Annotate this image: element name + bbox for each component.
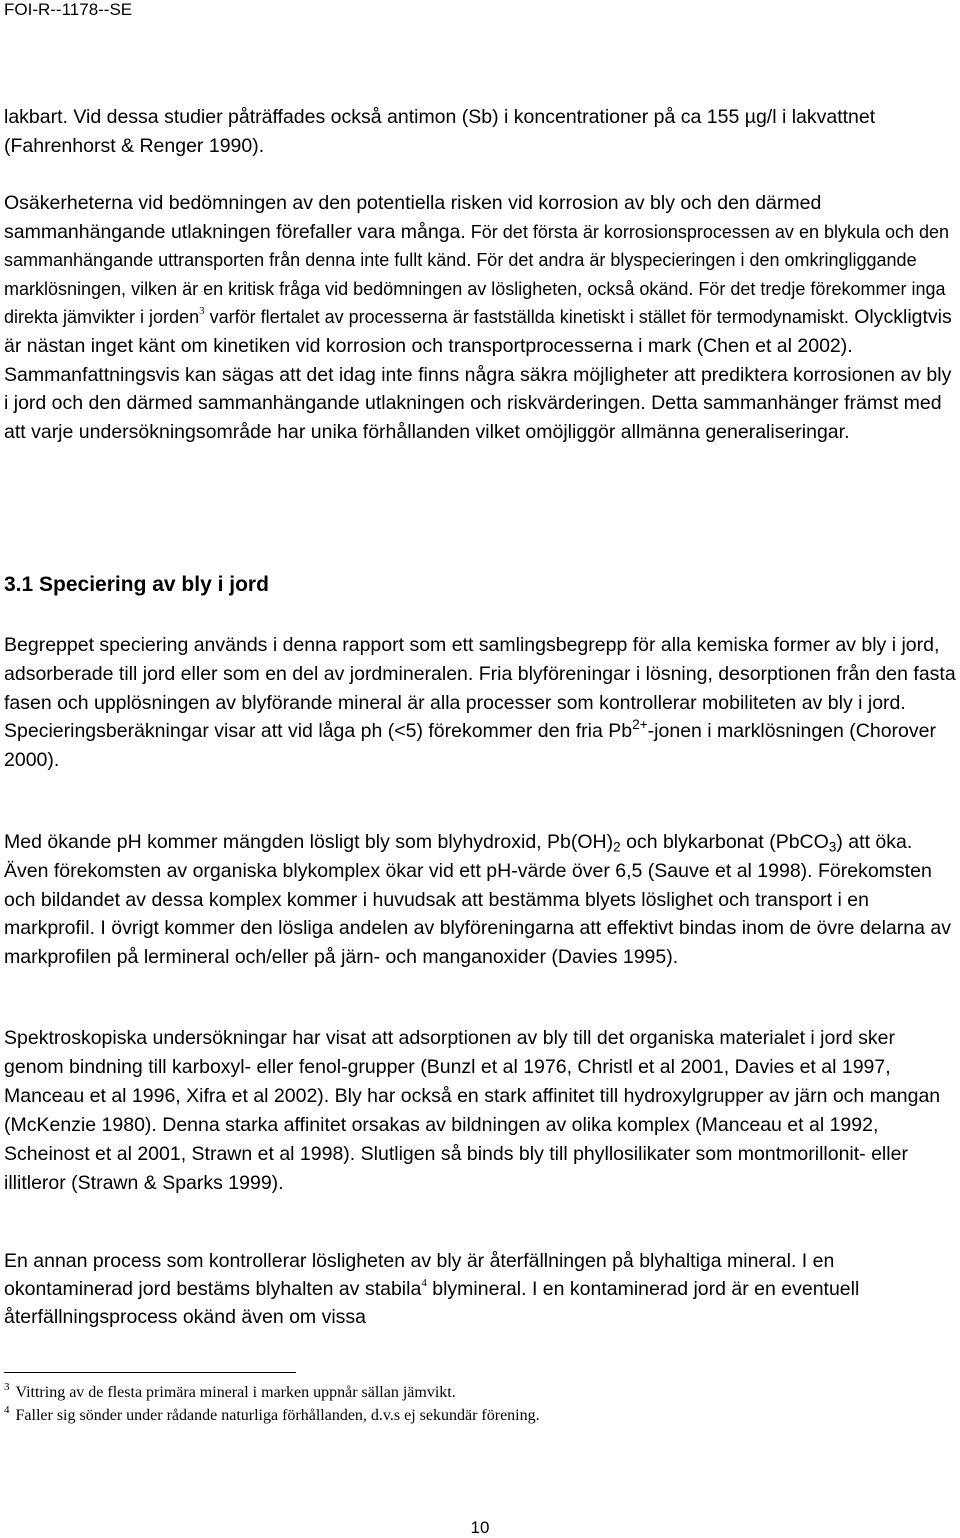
footnote-separator [4,1372,296,1373]
paragraph-uncertainties-body-b: varför flertalet av processerna är fastställda kinetiskt i stället för termodynamiskt. [204,307,849,328]
paragraph-ph-text-c: ) att öka. Även förekomsten av organiska blykomplex ökar vid ett pH-värde över 6,5 (Sauve et al 1998). Förekomsten och bildandet av dessa komplex kommer i huvudsak att bestämma blyets löslighet och transport i en markprofil. I övrigt kommer den lösliga andelen av blyföreningarna att effektivt bindas inom de övre delarna av markprofilen på lermineral och/eller på järn- och manganoxider (Davies 1995). [4,831,951,969]
paragraph-spektroskopi: Spektroskopiska undersökningar har visat att adsorptionen av bly till det organiska materialet i jord sker genom bindning till karboxyl- eller fenol-grupper (Bunzl et al 1976, Christl et al 2001, Davies et al 1997, Manceau et al 1996, Xifra et al 2002). Bly har också en stark affinitet till hydroxylgrupper av järn och mangan (McKenzie 1980). Denna starka affinitet orsakas av bildningen av olika komplex (Manceau et al 1992, Scheinost et al 2001, Strawn et al 1998). Slutligen så binds bly till phyllosilikater som montmorillonit- eller illitleror (Strawn & Sparks 1999). [4,1027,941,1194]
paragraph-ph-text-a: Med ökande pH kommer mängden lösligt bly som blyhydroxid, Pb(OH) [4,831,614,853]
paragraph-aterfallning-text-b: blymineral. I en kontaminerad jord är en eventuell återfällningsprocess okänd även om vissa [4,1278,860,1328]
document-id-header: FOI-R--1178--SE [4,0,133,19]
subscript-carbonate: 3 [828,839,837,855]
paragraph-uncertainties-body-c: Olyckligtvis är nästan inget känt om kinetiken vid korrosion och transportprocesserna i mark (Chen et al 2002). Sammanfattningsvis kan sägas att det idag inte finns några säkra möjligheter att prediktera korrosionen av bly i jord och den därmed sammanhängande utlakningen och riskvärderingen. Detta sammanhänger främst med att varje undersökningsområde har unika förhållanden vilket omöjliggör allmänna generaliseringar. [4,306,952,443]
paragraph-aterfallning [4,1247,956,1331]
paragraph-uncertainties-intro: Osäkerheterna vid bedömningen av den potentiella risken vid korrosion av bly och den därmed sammanhängande utlakningen förefaller vara många. [4,192,822,243]
page-number: 10 [470,1518,490,1537]
footnote-4-text: Faller sig sönder under rådande naturliga förhållanden, d.v.s ej sekundär förening. [15,1407,540,1424]
footnote-3-text: Vittring av de flesta primära mineral i marken uppnår sällan jämvikt. [15,1384,456,1401]
footnote-ref-3[interactable]: 3 [199,305,205,318]
paragraph-speciering [4,631,956,775]
subscript-hydroxide: 2 [613,839,621,855]
footnote-3-number: 3 [4,1381,10,1394]
paragraph-uncertainties-body: För det första är korrosionsprocessen av en blykula och den sammanhängande uttransporten från denna inte fullt känd. För det andra är blyspecieringen i den omkringliggande marklösningen, vilken är en kritisk fråga vid bedömningen av lösligheten, också okänd. För det tredje förekommer inga direkta jämvikter i jorden [4,221,950,328]
section-heading: 3.1 Speciering av bly i jord [4,573,269,596]
paragraph-uncertainties [4,189,956,446]
paragraph-ph [4,828,956,972]
paragraph-ph-text-b: och blykarbonat (PbCO [620,831,829,853]
footnote-4 [4,1406,540,1426]
paragraph-aterfallning-text-a: En annan process som kontrollerar lösligheten av bly är återfällningen på blyhaltiga mineral. I en okontaminerad jord bestäms blyhalten av stabila [4,1250,835,1300]
paragraph-antimon: lakbart. Vid dessa studier påträffades också antimon (Sb) i koncentrationer på ca 155 µg/l i lakvattnet (Fahrenhorst & Renger 1990). [4,106,876,157]
footnote-ref-4[interactable]: 4 [421,1277,427,1290]
footnote-4-number: 4 [4,1404,10,1417]
footnote-3 [4,1383,456,1403]
paragraph-speciering-text-a: Begreppet speciering används i denna rapport som ett samlingsbegrepp för alla kemiska former av bly i jord, adsorberade till jord eller som en del av jordmineralen. Fria blyföreningar i lösning, desorptionen från den fasta fasen och upplösningen av blyförande mineral är alla processer som kontrollerar mobiliteten av bly i jord. Specieringsberäkningar visar att vid låga ph (<5) förekommer den fria Pb [4,634,956,743]
paragraph-speciering-text-b: -jonen i marklösningen (Chorover 2000). [4,720,936,772]
superscript-charge: 2+ [632,717,648,733]
